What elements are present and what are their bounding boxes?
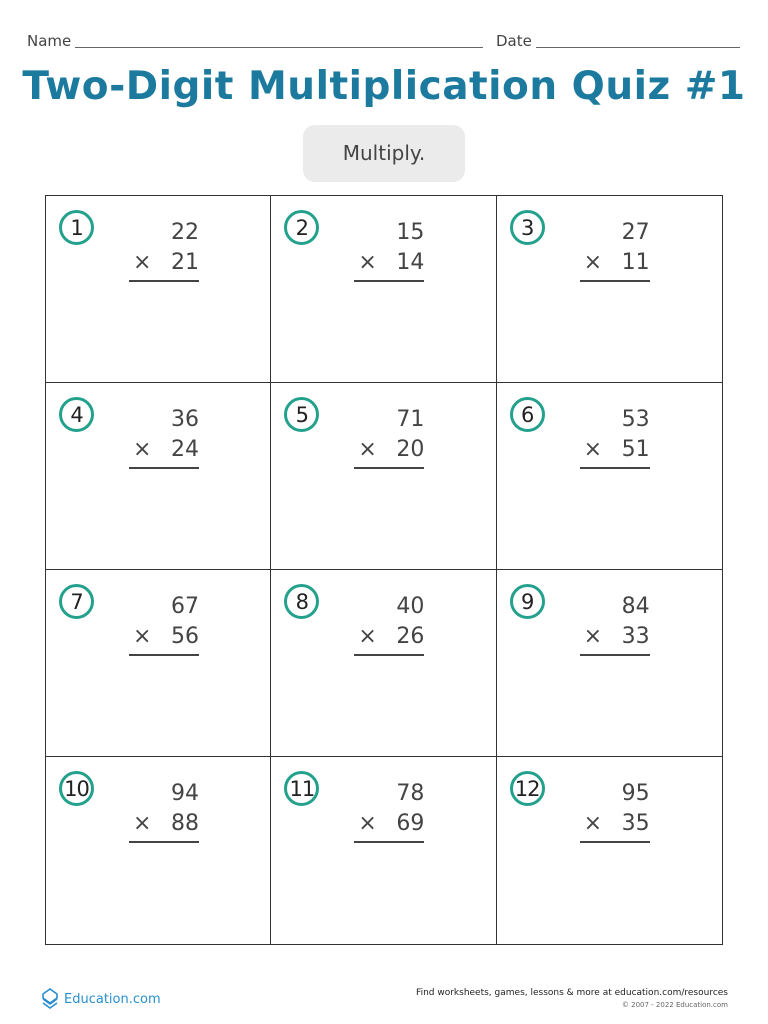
multiplication-problem xyxy=(580,779,650,843)
multiplicand: 53 xyxy=(621,407,650,432)
problem-cell[interactable] xyxy=(46,570,271,757)
problem-cell[interactable] xyxy=(497,757,722,944)
multiplier-row xyxy=(129,622,199,652)
name-label: Name xyxy=(27,32,72,50)
problem-cell[interactable] xyxy=(46,383,271,570)
multiplier-row xyxy=(580,248,650,278)
multiplier: 21 xyxy=(171,250,199,275)
problem-cell[interactable] xyxy=(271,196,496,383)
multiplication-problem xyxy=(354,405,424,469)
problem-number-badge: 4 xyxy=(59,397,94,432)
problem-number-badge: 12 xyxy=(510,771,545,806)
multiplier: 24 xyxy=(171,437,199,462)
answer-line xyxy=(354,280,424,282)
multiplier-row xyxy=(354,622,424,652)
multiplication-problem xyxy=(580,405,650,469)
problem-grid xyxy=(45,195,723,945)
answer-line xyxy=(129,841,199,843)
multiplicand: 27 xyxy=(621,220,650,245)
multiplication-problem xyxy=(354,592,424,656)
problem-number-badge: 5 xyxy=(284,397,319,432)
problem-number-badge: 1 xyxy=(59,210,94,245)
answer-line xyxy=(129,280,199,282)
problem-number-badge: 3 xyxy=(510,210,545,245)
multiplication-problem xyxy=(129,218,199,282)
multiplication-problem xyxy=(129,779,199,843)
answer-line xyxy=(354,654,424,656)
multiplicand: 36 xyxy=(171,407,199,432)
multiplicand: 67 xyxy=(171,594,199,619)
multiplicand: 15 xyxy=(396,220,425,245)
answer-line xyxy=(354,467,424,469)
problem-cell[interactable] xyxy=(497,196,722,383)
multiplication-problem xyxy=(129,405,199,469)
brand-name: Education.com xyxy=(64,991,161,1007)
multiplier: 88 xyxy=(171,811,199,836)
multiplier-row xyxy=(354,248,424,278)
multiply-sign: × xyxy=(358,437,377,462)
multiply-sign: × xyxy=(583,811,603,836)
problem-cell[interactable] xyxy=(46,196,271,383)
multiplication-problem xyxy=(580,592,650,656)
page-title: Two-Digit Multiplication Quiz #1 xyxy=(22,64,746,109)
problem-cell[interactable] xyxy=(271,383,496,570)
multiplicand: 71 xyxy=(396,407,425,432)
multiplier-row xyxy=(129,435,199,465)
problem-number-badge: 7 xyxy=(59,584,94,619)
problem-cell[interactable] xyxy=(497,383,722,570)
answer-line xyxy=(580,280,650,282)
answer-line xyxy=(580,654,650,656)
multiply-sign: × xyxy=(583,624,603,649)
multiplicand: 94 xyxy=(171,781,199,806)
problem-number-badge: 9 xyxy=(510,584,545,619)
multiplier: 14 xyxy=(396,250,425,275)
multiply-sign: × xyxy=(133,250,152,275)
problem-cell[interactable] xyxy=(497,570,722,757)
date-label: Date xyxy=(496,32,532,50)
education-logo-icon xyxy=(40,988,60,1010)
multiplier: 35 xyxy=(621,811,650,836)
multiply-sign: × xyxy=(133,437,152,462)
multiplicand: 22 xyxy=(171,220,199,245)
multiplication-problem xyxy=(354,779,424,843)
problem-number-badge: 11 xyxy=(284,771,319,806)
multiplier-row xyxy=(580,809,650,839)
multiply-sign: × xyxy=(358,250,377,275)
multiply-sign: × xyxy=(358,624,377,649)
multiply-sign: × xyxy=(583,437,603,462)
multiplier: 56 xyxy=(171,624,199,649)
multiplier: 69 xyxy=(396,811,425,836)
multiplier-row xyxy=(580,435,650,465)
problem-number-badge: 6 xyxy=(510,397,545,432)
answer-line xyxy=(580,841,650,843)
multiply-sign: × xyxy=(133,624,152,649)
problem-number-badge: 10 xyxy=(59,771,94,806)
multiplicand: 78 xyxy=(396,781,425,806)
answer-line xyxy=(354,841,424,843)
footer-copyright: © 2007 - 2022 Education.com xyxy=(621,1001,728,1009)
multiplicand: 84 xyxy=(621,594,650,619)
multiplicand: 95 xyxy=(621,781,650,806)
problem-number-badge: 2 xyxy=(284,210,319,245)
problem-number-badge: 8 xyxy=(284,584,319,619)
multiplier: 11 xyxy=(621,250,650,275)
answer-line xyxy=(129,467,199,469)
multiplier: 20 xyxy=(396,437,425,462)
multiplier-row xyxy=(129,809,199,839)
answer-line xyxy=(129,654,199,656)
name-field[interactable] xyxy=(75,47,483,48)
instruction-badge: Multiply. xyxy=(303,125,465,182)
multiplication-problem xyxy=(354,218,424,282)
multiplier-row xyxy=(354,809,424,839)
header-row xyxy=(27,32,740,52)
problem-cell[interactable] xyxy=(46,757,271,944)
footer-tagline: Find worksheets, games, lessons & more at education.com/resources xyxy=(416,988,728,998)
problem-cell[interactable] xyxy=(271,570,496,757)
multiplication-problem xyxy=(129,592,199,656)
brand-logo xyxy=(40,984,161,1014)
multiply-sign: × xyxy=(358,811,377,836)
multiply-sign: × xyxy=(133,811,152,836)
multiplication-problem xyxy=(580,218,650,282)
multiplier-row xyxy=(354,435,424,465)
multiply-sign: × xyxy=(583,250,603,275)
multiplicand: 40 xyxy=(396,594,425,619)
answer-line xyxy=(580,467,650,469)
multiplier: 26 xyxy=(396,624,425,649)
multiplier: 51 xyxy=(621,437,650,462)
multiplier-row xyxy=(129,248,199,278)
multiplier: 33 xyxy=(621,624,650,649)
multiplier-row xyxy=(580,622,650,652)
footer-text xyxy=(416,988,728,1009)
problem-cell[interactable] xyxy=(271,757,496,944)
date-field[interactable] xyxy=(536,47,740,48)
